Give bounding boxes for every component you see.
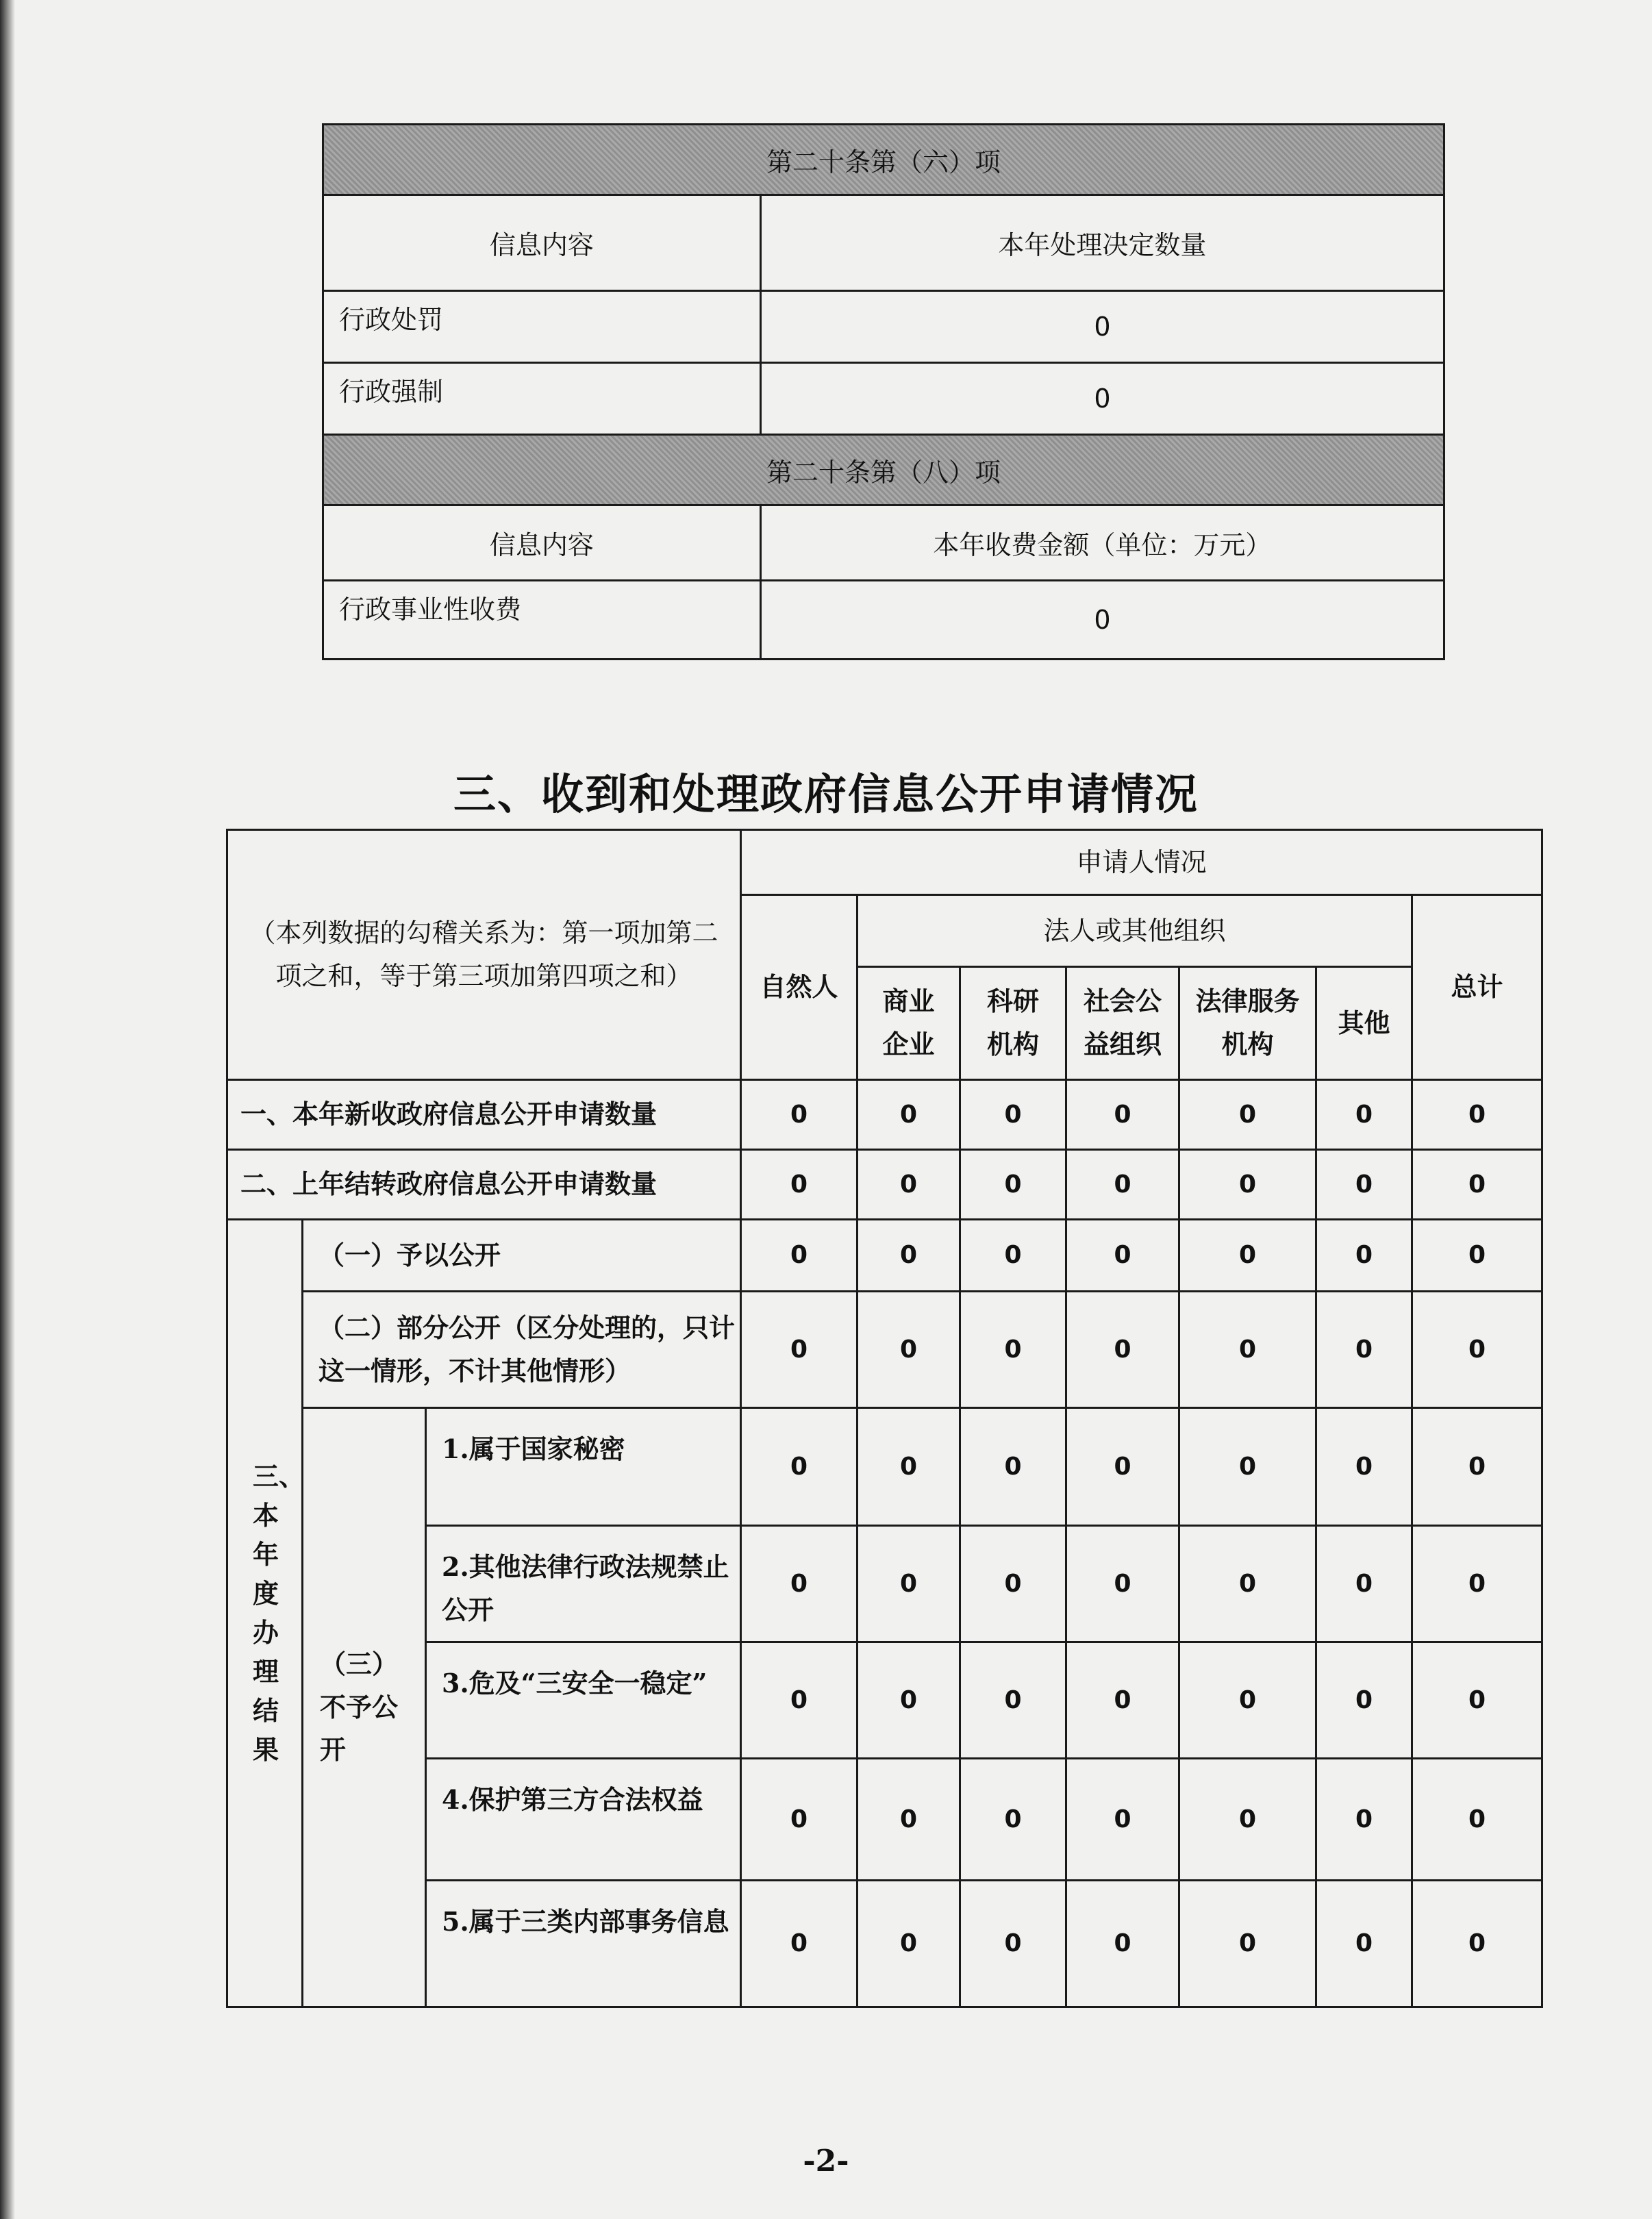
cell-value: 0	[1412, 1080, 1542, 1150]
cell-value: 0	[1066, 1759, 1179, 1881]
col-value-header: 本年处理决定数量	[760, 195, 1444, 291]
cell-value: 0	[960, 1881, 1066, 2007]
col-public-welfare: 社会公益组织	[1066, 967, 1179, 1080]
row-label: 行政事业性收费	[323, 581, 761, 660]
legal-entity-header: 法人或其他组织	[858, 895, 1412, 967]
cell-value: 0	[1316, 1292, 1412, 1408]
cell-value: 0	[1179, 1220, 1316, 1292]
cell-value: 0	[960, 1080, 1066, 1150]
cell-value: 0	[858, 1220, 960, 1292]
col-other: 其他	[1316, 967, 1412, 1080]
cell-value: 0	[1066, 1150, 1179, 1220]
col-research: 科研机构	[960, 967, 1066, 1080]
cell-value: 0	[1412, 1292, 1542, 1408]
cell-value: 0	[741, 1881, 858, 2007]
cell-value: 0	[1179, 1881, 1316, 2007]
cell-value: 0	[1316, 1220, 1412, 1292]
col-commercial: 商业企业	[858, 967, 960, 1080]
cell-value: 0	[1066, 1526, 1179, 1642]
row-label: 行政处罚	[323, 291, 761, 363]
cell-value: 0	[741, 1292, 858, 1408]
cell-value: 0	[1179, 1642, 1316, 1759]
section3-label: 三、本年度办理结果	[227, 1220, 303, 2007]
cell-value: 0	[1412, 1526, 1542, 1642]
cell-value: 0	[741, 1150, 858, 1220]
cell-value: 0	[1066, 1220, 1179, 1292]
cell-value: 0	[1316, 1080, 1412, 1150]
cell-value: 0	[1412, 1220, 1542, 1292]
cell-value: 0	[960, 1150, 1066, 1220]
cell-value: 0	[960, 1220, 1066, 1292]
cell-value: 0	[1316, 1408, 1412, 1526]
cell-value: 0	[858, 1759, 960, 1881]
cell-value: 0	[1066, 1408, 1179, 1526]
cell-value: 0	[741, 1220, 858, 1292]
cell-value: 0	[1179, 1526, 1316, 1642]
row-value: 0	[760, 581, 1444, 660]
applications-table	[226, 829, 1543, 2008]
natural-person-header: 自然人	[741, 895, 858, 1080]
cell-value: 0	[1412, 1150, 1542, 1220]
row-public-label: （一）予以公开	[303, 1220, 741, 1292]
total-header: 总计	[1412, 895, 1542, 1080]
cell-value: 0	[741, 1080, 858, 1150]
cell-value: 0	[960, 1408, 1066, 1526]
section-b-header: 第二十条第（八）项	[323, 435, 1444, 505]
cell-value: 0	[1179, 1408, 1316, 1526]
reason-label: 4.保护第三方合法权益	[426, 1759, 741, 1881]
row-new-label: 一、本年新收政府信息公开申请数量	[227, 1080, 741, 1150]
reason-label: 5.属于三类内部事务信息	[426, 1881, 741, 2007]
col-content-header: 信息内容	[323, 195, 761, 291]
row-label: 行政强制	[323, 363, 761, 435]
cell-value: 0	[1412, 1408, 1542, 1526]
cell-value: 0	[960, 1642, 1066, 1759]
cell-value: 0	[858, 1150, 960, 1220]
col-value-header: 本年收费金额（单位：万元）	[760, 505, 1444, 581]
row-value: 0	[760, 291, 1444, 363]
cell-value: 0	[1066, 1642, 1179, 1759]
cell-value: 0	[858, 1408, 960, 1526]
applicant-header: 申请人情况	[741, 830, 1542, 895]
cell-value: 0	[960, 1526, 1066, 1642]
cell-value: 0	[1412, 1881, 1542, 2007]
relation-note: （本列数据的勾稽关系为：第一项加第二项之和，等于第三项加第四项之和）	[227, 830, 741, 1080]
article20-table	[322, 123, 1445, 660]
cell-value: 0	[858, 1526, 960, 1642]
cell-value: 0	[1179, 1080, 1316, 1150]
cell-value: 0	[1066, 1292, 1179, 1408]
reason-label: 1.属于国家秘密	[426, 1408, 741, 1526]
cell-value: 0	[858, 1642, 960, 1759]
page-edge-shadow	[0, 0, 15, 2219]
cell-value: 0	[1066, 1080, 1179, 1150]
cell-value: 0	[858, 1881, 960, 2007]
row-value: 0	[760, 363, 1444, 435]
cell-value: 0	[1066, 1881, 1179, 2007]
cell-value: 0	[1179, 1759, 1316, 1881]
reason-label: 3.危及“三安全一稳定”	[426, 1642, 741, 1759]
cell-value: 0	[960, 1292, 1066, 1408]
row-carryover-label: 二、上年结转政府信息公开申请数量	[227, 1150, 741, 1220]
cell-value: 0	[1179, 1292, 1316, 1408]
cell-value: 0	[1412, 1759, 1542, 1881]
cell-value: 0	[1412, 1642, 1542, 1759]
col-content-header: 信息内容	[323, 505, 761, 581]
reason-label: 2.其他法律行政法规禁止公开	[426, 1526, 741, 1642]
page-number: -2-	[803, 2144, 849, 2179]
row-partial-label: （二）部分公开（区分处理的，只计这一情形，不计其他情形）	[303, 1292, 741, 1408]
col-legal-service: 法律服务机构	[1179, 967, 1316, 1080]
cell-value: 0	[1316, 1150, 1412, 1220]
cell-value: 0	[1179, 1150, 1316, 1220]
section-a-header: 第二十条第（六）项	[323, 125, 1444, 195]
cell-value: 0	[741, 1526, 858, 1642]
cell-value: 0	[858, 1292, 960, 1408]
cell-value: 0	[741, 1759, 858, 1881]
cell-value: 0	[1316, 1759, 1412, 1881]
cell-value: 0	[741, 1408, 858, 1526]
section-title: 三、收到和处理政府信息公开申请情况	[453, 769, 1199, 819]
cell-value: 0	[1316, 1881, 1412, 2007]
cell-value: 0	[960, 1759, 1066, 1881]
withheld-group-label: （三）不予公开	[303, 1408, 426, 2007]
cell-value: 0	[741, 1642, 858, 1759]
cell-value: 0	[858, 1080, 960, 1150]
cell-value: 0	[1316, 1526, 1412, 1642]
cell-value: 0	[1316, 1642, 1412, 1759]
